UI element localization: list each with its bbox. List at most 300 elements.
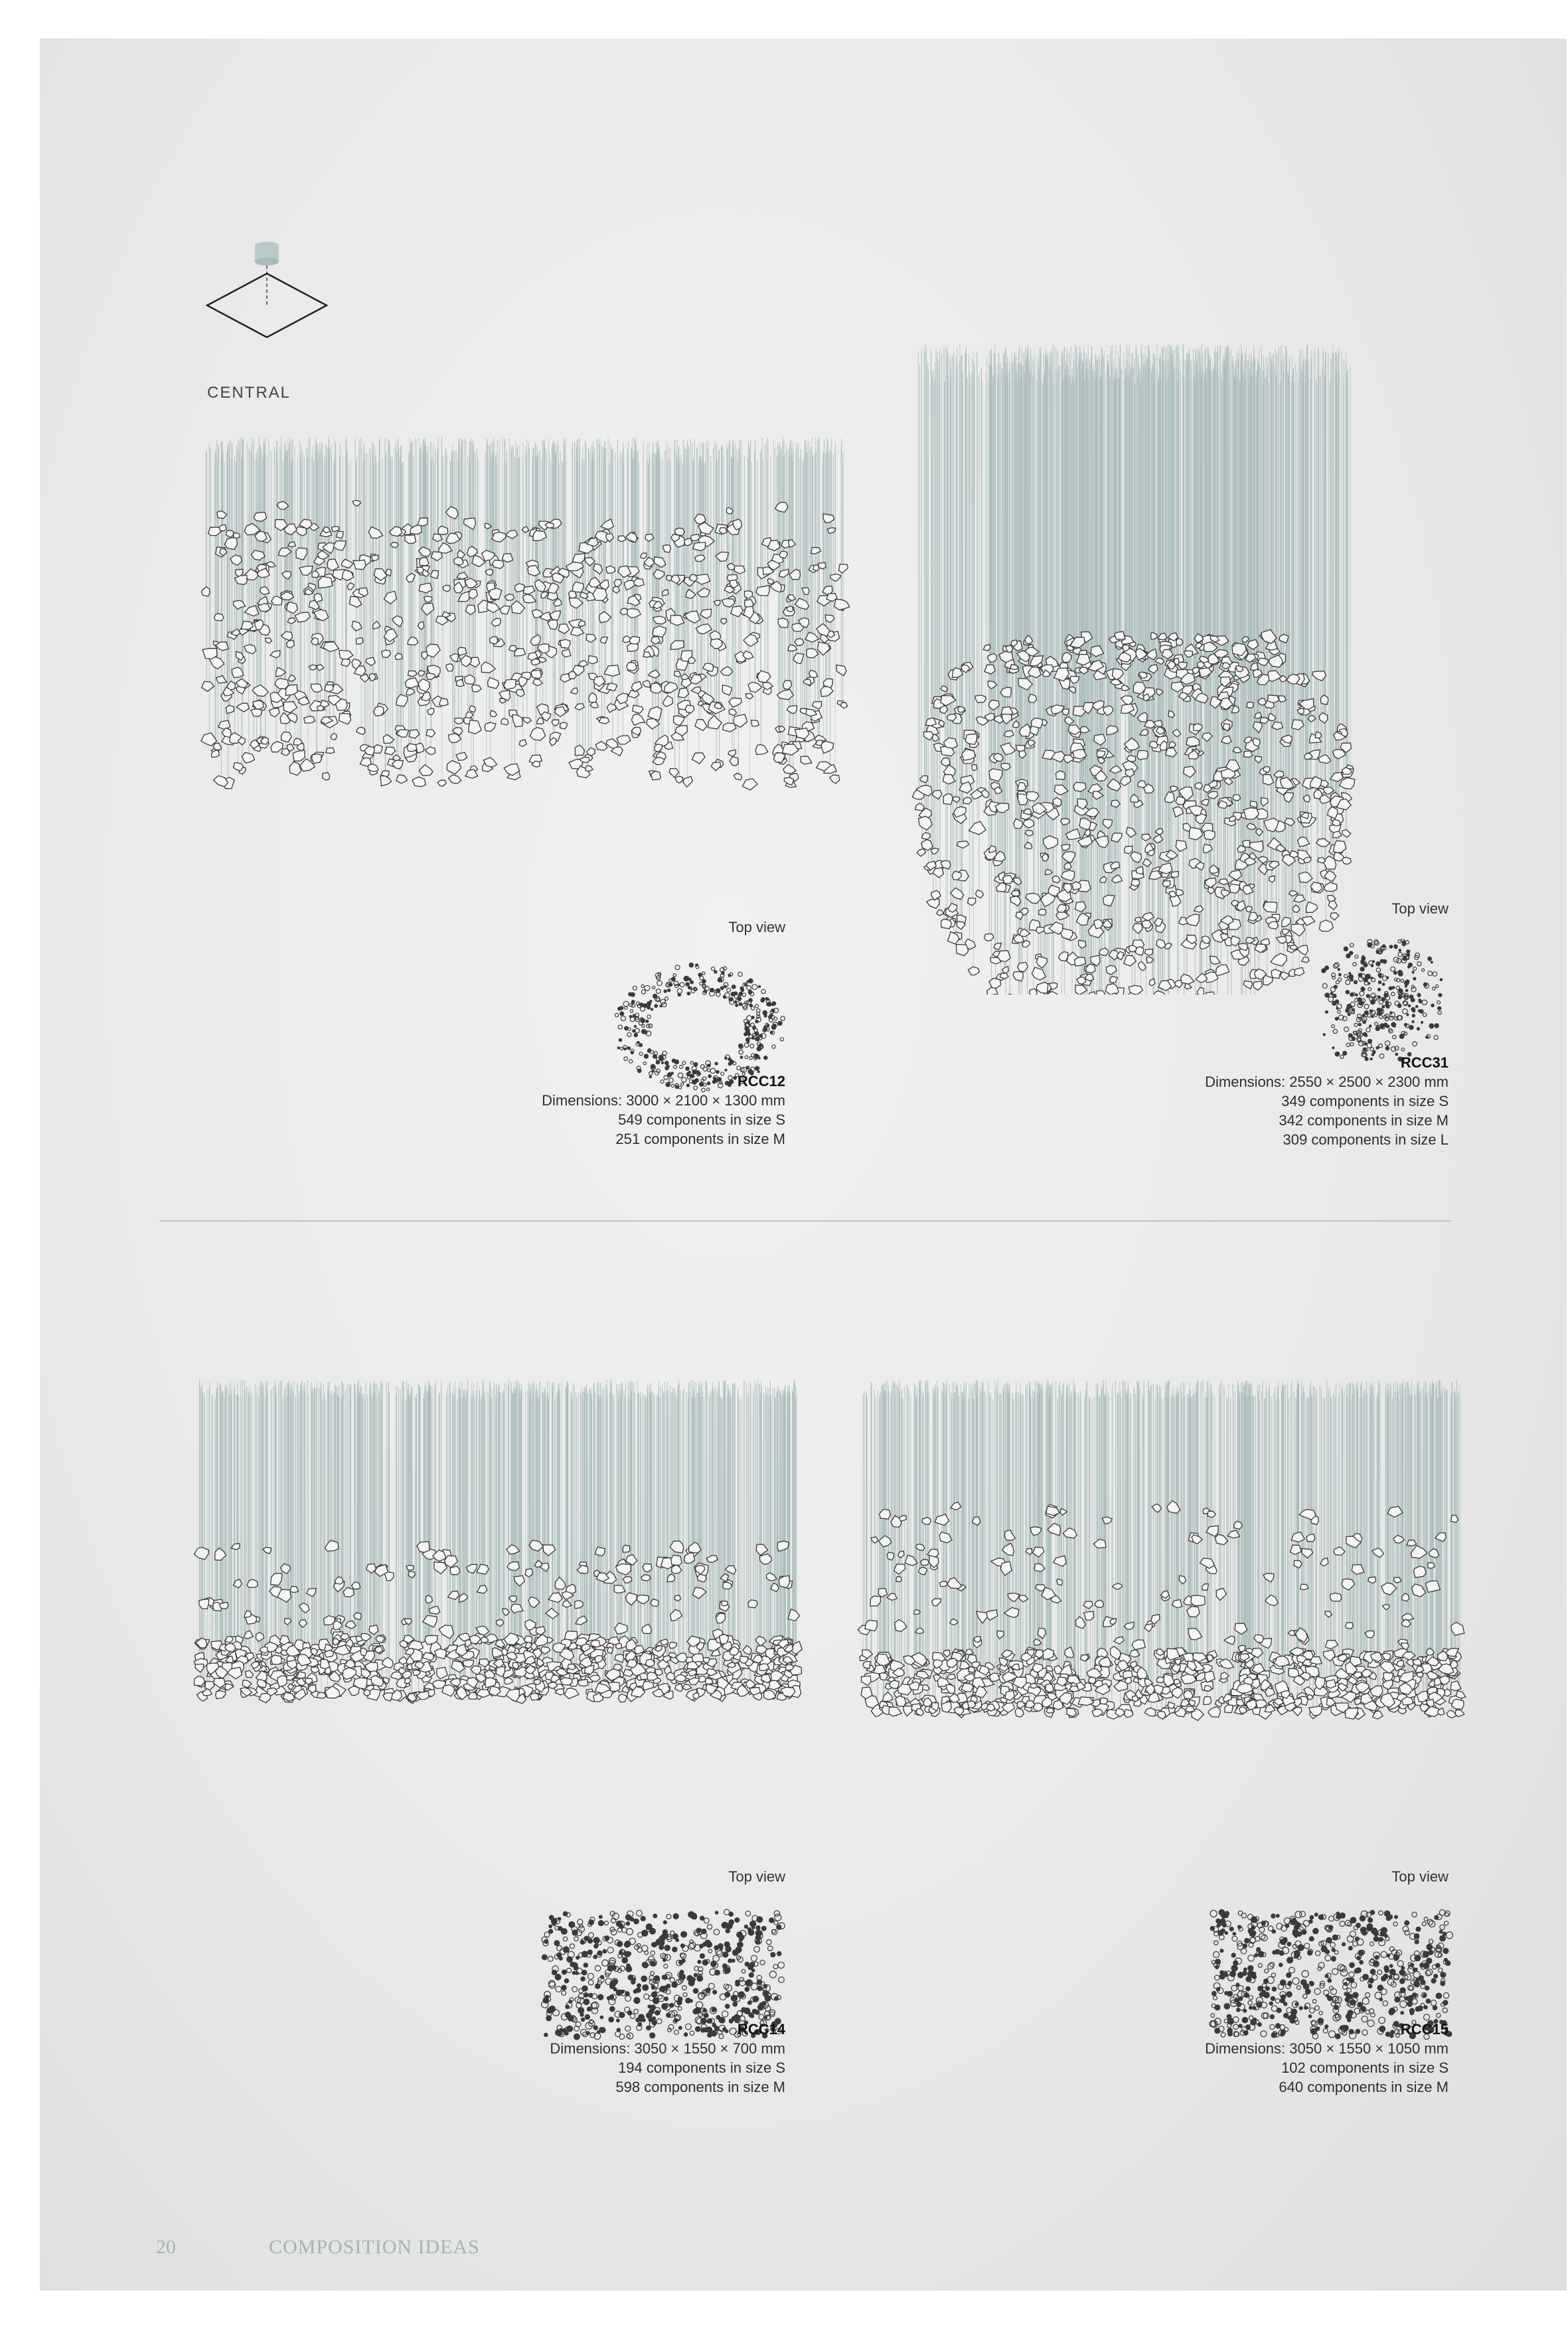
- top-view-dot: [1438, 1011, 1441, 1014]
- crystals: [201, 501, 850, 791]
- top-view-dot: [1237, 1972, 1244, 1978]
- central-pendant-icon: [187, 232, 347, 378]
- top-view-dot: [1318, 1915, 1324, 1920]
- top-view-dot: [636, 1988, 641, 1993]
- rcc14-components-s: 194 components in size S: [618, 2059, 785, 2076]
- top-view-dot: [627, 1974, 633, 1980]
- top-view-dot: [1227, 1991, 1233, 1997]
- top-view-dot: [1322, 984, 1327, 989]
- rcc15-components-m: 640 components in size M: [1279, 2079, 1449, 2095]
- top-view-dot: [749, 1972, 754, 1978]
- top-view-dot: [1378, 1937, 1383, 1942]
- top-view-dot: [1215, 1965, 1219, 1969]
- section-divider: [159, 1220, 1451, 1222]
- top-view-dot: [1356, 1923, 1361, 1928]
- top-view-dot: [776, 1925, 781, 1930]
- top-view-dot: [611, 1929, 617, 1935]
- top-view-dot: [1258, 1963, 1262, 1967]
- top-view-dot: [747, 1965, 753, 1970]
- top-view-dot: [625, 1991, 630, 1996]
- top-view-dot: [1408, 1995, 1414, 2001]
- top-view-dot: [680, 1066, 683, 1069]
- top-view-dot: [1214, 1952, 1219, 1958]
- top-view-dot: [1229, 1927, 1234, 1931]
- top-view-dot: [1413, 1042, 1417, 1046]
- top-view-dot: [1302, 1970, 1308, 1977]
- top-view-dot: [720, 986, 724, 990]
- top-view-dot: [708, 1949, 712, 1953]
- top-view-dot: [1335, 999, 1340, 1004]
- top-view-dot: [1411, 998, 1415, 1003]
- top-view-dot: [1263, 2013, 1269, 2019]
- top-view-dot: [700, 1953, 705, 1959]
- top-view-dot: [1307, 1950, 1312, 1955]
- top-view-dot: [1231, 1985, 1237, 1991]
- top-view-dot: [1398, 995, 1402, 999]
- top-view-dot: [1233, 1932, 1237, 1936]
- top-view-dot: [1360, 1915, 1366, 1921]
- top-view-dot: [1428, 1950, 1433, 1955]
- top-view-dot: [1342, 1942, 1346, 1946]
- top-view-dot: [761, 989, 765, 993]
- top-view-dot: [593, 1937, 600, 1944]
- top-view-dot: [681, 1953, 686, 1959]
- top-view-dot: [1402, 940, 1406, 944]
- top-view-dot: [1348, 1012, 1351, 1016]
- top-view-dot: [1271, 1996, 1275, 2001]
- top-view-dot: [1408, 1004, 1411, 1008]
- rcc15-dimensions: Dimensions: 3050 × 1550 × 1050 mm: [1205, 2040, 1449, 2057]
- top-view-dot: [1303, 1983, 1310, 1990]
- top-view-dot: [1344, 1027, 1349, 1032]
- top-view-dot: [651, 1942, 657, 1947]
- top-view-dot: [1219, 1949, 1223, 1953]
- top-view-dot: [642, 1984, 649, 1991]
- top-view-dot: [1219, 1909, 1225, 1916]
- top-view-dot: [1426, 1998, 1431, 2004]
- top-view-dot: [632, 1029, 635, 1032]
- top-view-dot: [1331, 1988, 1337, 1994]
- top-view-dot: [1443, 2000, 1448, 2005]
- top-view-dot: [749, 1034, 753, 1038]
- top-view-dot: [561, 1928, 568, 1935]
- top-view-dot: [1370, 1048, 1373, 1051]
- top-view-dot: [1286, 1991, 1293, 1998]
- top-view-dot: [747, 1016, 752, 1021]
- top-view-dot: [621, 1047, 623, 1050]
- top-view-dot: [781, 1016, 785, 1021]
- top-view-dot: [730, 1060, 734, 1064]
- top-view-dot: [771, 1003, 774, 1006]
- top-view-dot: [1340, 1921, 1345, 1927]
- top-view-dot: [774, 1996, 779, 2001]
- top-view-dot: [746, 981, 749, 983]
- top-view-dot: [1429, 1023, 1434, 1028]
- rcc12-front-view: [179, 410, 870, 822]
- top-view-dot: [627, 1929, 633, 1935]
- top-view-dot: [742, 1969, 745, 1973]
- top-view-dot: [1431, 1004, 1435, 1008]
- top-view-dot: [1325, 1010, 1328, 1014]
- top-view-dot: [1438, 1968, 1443, 1972]
- top-view-dot: [1375, 1022, 1378, 1026]
- rcc12-caption: [387, 1072, 785, 1149]
- rcc15-caption: [1050, 2020, 1449, 2097]
- top-view-dot: [1412, 1014, 1415, 1017]
- top-view-dot: [1314, 1913, 1318, 1917]
- top-view-dot: [664, 1945, 670, 1951]
- top-view-dot: [673, 1913, 679, 1919]
- top-view-dot: [664, 1965, 668, 1968]
- top-view-dot: [556, 1986, 562, 1992]
- top-view-dot: [1427, 957, 1432, 961]
- top-view-dot: [714, 1062, 718, 1065]
- top-view-dot: [1404, 981, 1409, 986]
- top-view-dot: [754, 1947, 760, 1953]
- rcc31-top-view: [1316, 939, 1449, 1072]
- top-view-dot: [1394, 1915, 1398, 1919]
- top-view-dot: [1404, 1023, 1407, 1026]
- top-view-dot: [687, 992, 691, 996]
- top-view-dot: [714, 970, 717, 973]
- top-view-dot: [739, 1937, 743, 1941]
- top-view-dot: [1436, 1992, 1443, 1999]
- top-view-dot: [653, 994, 657, 999]
- top-view-dot: [703, 1067, 707, 1071]
- top-view-dot: [1323, 1033, 1326, 1036]
- top-view-dot: [1412, 1912, 1417, 1917]
- top-view-dot: [769, 1917, 774, 1923]
- top-view-dot: [578, 1919, 583, 1925]
- catalog-page: [40, 39, 1567, 2290]
- top-view-dot: [755, 1925, 760, 1930]
- top-view-dot: [680, 983, 684, 987]
- top-view-dot: [1346, 1043, 1350, 1046]
- top-view-dot: [1362, 1974, 1369, 1980]
- top-view-dot: [729, 1919, 734, 1925]
- top-view-dot: [637, 1947, 642, 1952]
- top-view-dot: [1308, 1919, 1313, 1924]
- top-view-dot: [1445, 1921, 1449, 1925]
- top-view-dot: [1385, 1046, 1390, 1051]
- top-view-dot: [748, 979, 753, 984]
- top-view-dot: [674, 1060, 679, 1064]
- top-view-dot: [1221, 1929, 1225, 1933]
- top-view-dot: [656, 1988, 660, 1992]
- top-view-dot: [675, 965, 680, 970]
- top-view-dot: [707, 1925, 712, 1929]
- top-view-dot: [1369, 1024, 1372, 1028]
- top-view-dot: [1398, 971, 1403, 977]
- top-view-dot: [597, 1951, 602, 1956]
- top-view-dot: [1346, 2013, 1352, 2020]
- top-view-dot: [685, 982, 690, 987]
- top-view-dot: [659, 1940, 665, 1946]
- top-view-dot: [1437, 2014, 1441, 2018]
- top-view-dot: [1364, 1042, 1368, 1046]
- top-view-dot: [619, 1011, 624, 1016]
- top-view-dot: [628, 992, 632, 996]
- top-view-dot: [1396, 986, 1399, 989]
- top-view-dot: [663, 1929, 668, 1935]
- top-view-dot: [1332, 1968, 1338, 1974]
- top-view-dot: [622, 1927, 627, 1933]
- rcc15-components-s: 102 components in size S: [1281, 2059, 1449, 2076]
- top-view-dot: [1349, 951, 1353, 955]
- top-view-dot: [763, 1027, 767, 1032]
- top-view-dot: [1364, 1034, 1368, 1037]
- top-view-dot: [1296, 1986, 1300, 1990]
- top-view-dot: [1359, 1960, 1364, 1965]
- top-view-dot: [731, 992, 736, 997]
- top-view-dot: [761, 1926, 767, 1931]
- top-view-dot: [1418, 1009, 1421, 1012]
- top-view-dot: [1399, 1978, 1405, 1984]
- top-view-dot: [1378, 981, 1382, 985]
- top-view-dot: [1261, 1990, 1266, 1994]
- top-view-dot: [1251, 1930, 1256, 1935]
- top-view-dot: [579, 1993, 584, 1998]
- top-view-dot: [682, 1062, 686, 1065]
- top-view-dot: [1413, 977, 1416, 981]
- top-view-dot: [673, 974, 676, 977]
- top-view-dot: [1327, 1978, 1332, 1983]
- top-view-dot: [609, 2006, 615, 2012]
- top-view-dot: [1362, 955, 1364, 958]
- top-view-dot: [685, 1998, 691, 2004]
- rcc31-code: RCC31: [1400, 1054, 1449, 1071]
- top-view-dot: [1321, 968, 1326, 973]
- top-view-dot: [697, 1960, 701, 1964]
- top-view-dot: [1443, 1948, 1449, 1954]
- top-view-dot: [1355, 955, 1358, 958]
- top-view-dot: [767, 1940, 771, 1945]
- top-view-dot: [674, 981, 678, 986]
- top-view-dot: [623, 1001, 629, 1006]
- top-view-dot: [1293, 1978, 1299, 1984]
- top-view-dot: [747, 986, 751, 991]
- top-view-dot: [1398, 940, 1401, 943]
- top-view-dot: [657, 981, 663, 986]
- top-view-dot: [758, 985, 761, 988]
- top-view-dot: [544, 1932, 550, 1937]
- top-view-dot: [1400, 2011, 1404, 2015]
- top-view-dot: [582, 1985, 588, 1991]
- top-view-dot: [1283, 2013, 1289, 2018]
- top-view-dot: [647, 1006, 651, 1010]
- top-view-dot: [1328, 997, 1333, 1002]
- top-view-dot: [1338, 1965, 1344, 1971]
- top-view-dot: [678, 2006, 682, 2010]
- top-view-dot: [1391, 967, 1395, 971]
- top-view-dot: [659, 1056, 665, 1062]
- top-view-dot: [589, 1933, 594, 1938]
- top-view-dot: [690, 1062, 693, 1064]
- top-view-dot: [629, 1003, 633, 1006]
- top-view-dot: [642, 1962, 648, 1968]
- top-view-dot: [752, 985, 757, 990]
- rcc31-topview-label: Top view: [1391, 900, 1449, 917]
- top-view-dot: [750, 2014, 754, 2018]
- top-view-dot: [1418, 999, 1421, 1002]
- top-view-dot: [1403, 1926, 1409, 1932]
- top-view-dot: [1346, 980, 1350, 985]
- top-view-dot: [1383, 2001, 1388, 2006]
- top-view-dot: [632, 1014, 636, 1018]
- top-view-dot: [691, 1977, 696, 1982]
- top-view-dot: [1434, 1036, 1438, 1040]
- top-view-dot: [772, 1045, 775, 1048]
- top-view-dot: [683, 1992, 687, 1996]
- top-view-dot: [1225, 1914, 1229, 1918]
- top-view-dot: [1332, 1046, 1334, 1049]
- rcc12-dimensions: Dimensions: 3000 × 2100 × 1300 mm: [542, 1092, 785, 1109]
- top-view-dot: [1366, 1993, 1370, 1998]
- top-view-dot: [1272, 1950, 1277, 1955]
- top-view-dot: [740, 1980, 745, 1986]
- top-view-dot: [1367, 1923, 1373, 1930]
- top-view-dot: [768, 1946, 773, 1951]
- top-view-dot: [1350, 1917, 1357, 1923]
- top-view-dot: [732, 1959, 736, 1963]
- top-view-dot: [1214, 1996, 1217, 2000]
- top-view-dot: [734, 1917, 740, 1923]
- top-view-dot: [1372, 960, 1375, 963]
- top-view-dot: [557, 1946, 562, 1951]
- top-view-dot: [626, 1921, 631, 1926]
- central-label: CENTRAL: [207, 384, 291, 402]
- top-view-dot: [714, 1970, 720, 1976]
- top-view-dot: [619, 1038, 623, 1042]
- top-view-dot: [690, 981, 694, 985]
- top-view-dot: [1336, 1911, 1340, 1915]
- top-view-dot: [1334, 964, 1338, 969]
- top-view-dot: [619, 1006, 623, 1010]
- top-view-dot: [1443, 2008, 1447, 2012]
- top-view-dot: [1350, 1002, 1355, 1006]
- top-view-dot: [1401, 1048, 1405, 1051]
- top-view-dot: [1325, 1955, 1331, 1961]
- top-view-dot: [643, 1030, 648, 1034]
- top-view-dot: [753, 1026, 756, 1029]
- top-view-dot: [653, 986, 655, 989]
- top-view-dot: [732, 2002, 738, 2007]
- top-view-dot: [637, 1910, 643, 1916]
- top-view-dot: [625, 1914, 631, 1920]
- top-view-dot: [1443, 1932, 1447, 1936]
- top-view-dot: [1290, 2013, 1296, 2020]
- top-view-dot: [1295, 1911, 1302, 1918]
- top-view-dot: [1415, 2006, 1421, 2012]
- top-view-dot: [1434, 1915, 1439, 1920]
- top-view-dot: [1407, 965, 1411, 969]
- top-view-dot: [1338, 968, 1340, 971]
- top-view-dot: [644, 1994, 649, 1999]
- top-view-dot: [1406, 949, 1410, 953]
- rcc15-topview-label: Top view: [1391, 1868, 1449, 1885]
- top-view-dot: [634, 1025, 637, 1028]
- top-view-dot: [1372, 1974, 1377, 1980]
- top-view-dot: [770, 1031, 773, 1034]
- top-view-dot: [732, 1949, 739, 1956]
- top-view-dot: [1271, 1913, 1275, 1918]
- top-view-dot: [651, 1064, 655, 1069]
- top-view-dot: [1375, 1992, 1381, 1999]
- top-view-dot: [725, 1946, 732, 1953]
- top-view-dot: [570, 1944, 575, 1949]
- top-view-dot: [770, 1952, 775, 1957]
- top-view-dot: [1377, 1970, 1382, 1974]
- top-view-dot: [635, 1028, 640, 1033]
- top-view-dot: [1312, 1928, 1318, 1934]
- top-view-dot: [689, 963, 694, 968]
- top-view-dot: [1391, 993, 1395, 996]
- top-view-dot: [1324, 1974, 1328, 1978]
- top-view-dot: [1425, 1036, 1429, 1039]
- top-view-dot: [1336, 1006, 1339, 1009]
- top-view-dot: [1399, 1969, 1405, 1975]
- top-view-dot: [1364, 1004, 1369, 1009]
- top-view-dot: [723, 995, 727, 999]
- top-view-dot: [1437, 1006, 1441, 1010]
- top-view-dot: [1384, 1934, 1388, 1938]
- top-view-dot: [1415, 1005, 1419, 1008]
- top-view-dot: [1287, 1957, 1293, 1963]
- top-view-dot: [645, 985, 650, 991]
- rcc12-components-s: 549 components in size S: [618, 1111, 785, 1128]
- top-view-dot: [623, 1048, 627, 1051]
- top-view-dot: [1389, 1975, 1393, 1979]
- top-view-dot: [1377, 988, 1381, 991]
- top-view-dot: [1368, 1917, 1373, 1923]
- top-view-dot: [1350, 993, 1354, 997]
- top-view-dot: [1413, 1971, 1420, 1978]
- top-view-dot: [1229, 1970, 1236, 1977]
- top-view-dot: [1440, 1972, 1446, 1978]
- top-view-dot: [618, 1955, 622, 1959]
- top-view-dot: [1350, 943, 1354, 947]
- top-view-dot: [1333, 1029, 1337, 1033]
- top-view-dot: [774, 1921, 778, 1925]
- top-view-dot: [621, 1016, 625, 1020]
- top-view-dot: [633, 986, 637, 990]
- top-view-dot: [659, 1986, 666, 1992]
- top-view-dot: [1375, 1026, 1381, 1031]
- top-view-dot: [1358, 973, 1363, 977]
- top-view-dot: [634, 2009, 639, 2014]
- top-view-dot: [616, 1921, 622, 1927]
- top-view-dot: [716, 2015, 720, 2020]
- top-view-dot: [1360, 967, 1364, 971]
- top-view-dot: [1379, 1015, 1382, 1018]
- top-view-dot: [1212, 1991, 1217, 1996]
- top-view-dot: [1218, 1919, 1225, 1926]
- top-view-dot: [559, 1957, 563, 1961]
- top-view-dot: [564, 1978, 570, 1984]
- top-view-dot: [1338, 1010, 1340, 1013]
- top-view-dot: [769, 1971, 776, 1978]
- top-view-dot: [542, 1955, 548, 1961]
- top-view-dot: [1279, 1963, 1283, 1967]
- top-view-dot: [713, 1955, 719, 1961]
- top-view-dot: [751, 1983, 757, 1990]
- top-view-dot: [1368, 1014, 1371, 1017]
- top-view-dot: [1250, 1937, 1255, 1943]
- rcc14-front-view: [179, 1353, 817, 1725]
- top-view-dot: [1249, 1996, 1253, 2000]
- top-view-dot: [1304, 1943, 1310, 1949]
- top-view-dot: [568, 2000, 572, 2004]
